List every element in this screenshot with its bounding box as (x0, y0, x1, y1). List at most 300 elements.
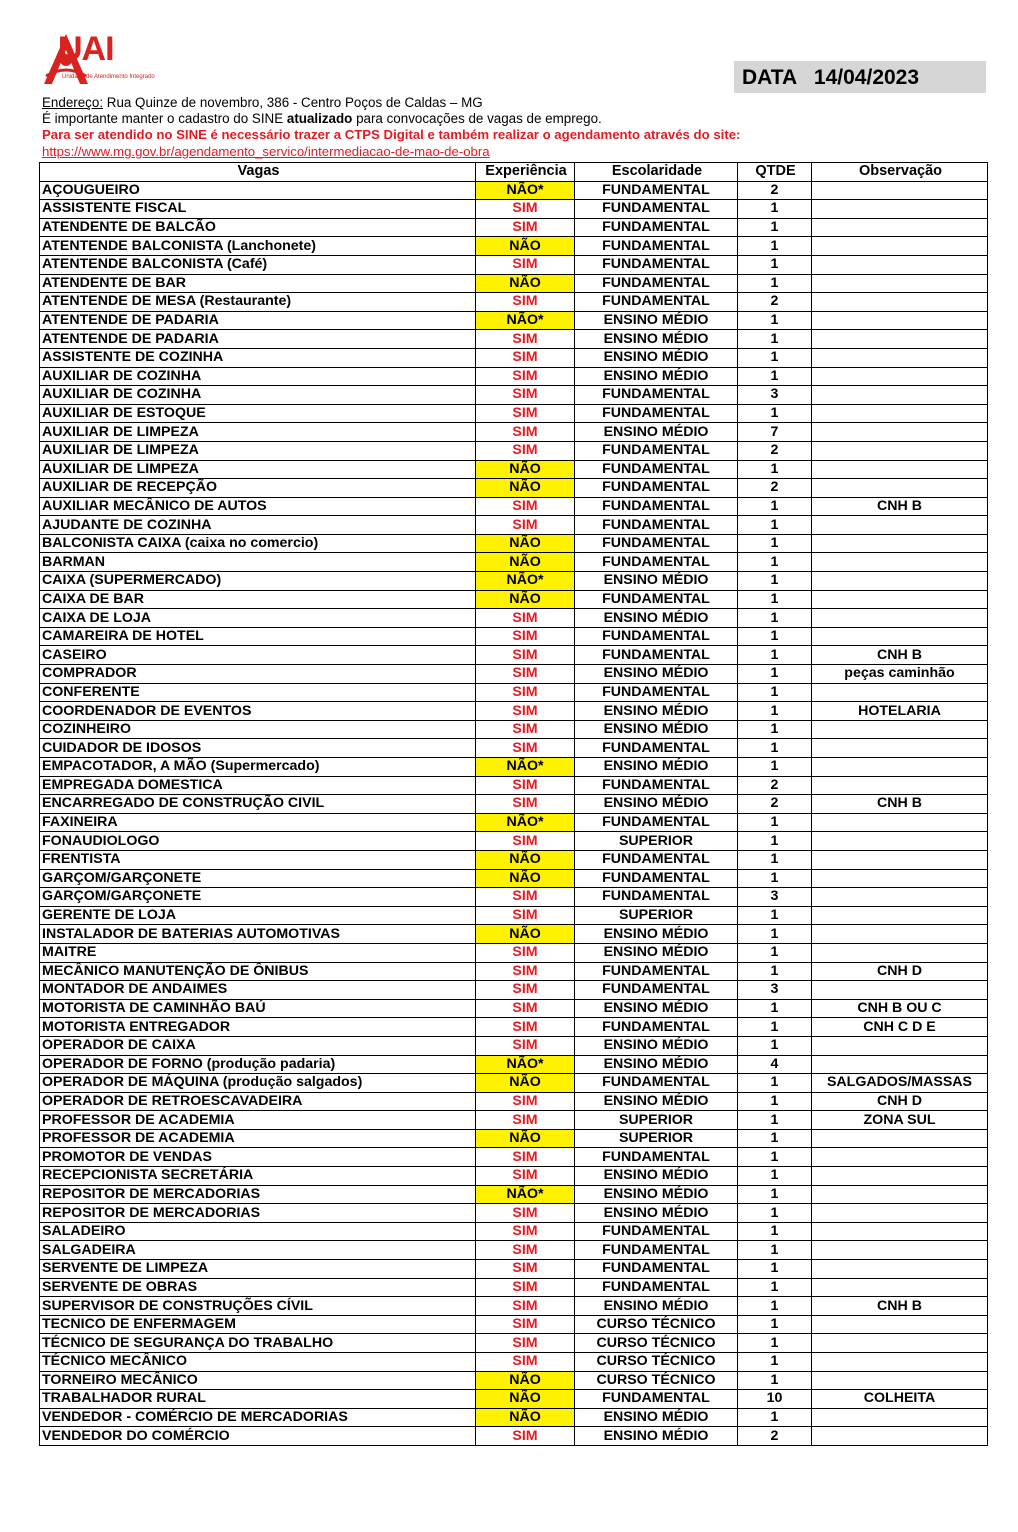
observation-cell (812, 1185, 988, 1204)
observation-cell: ZONA SUL (812, 1111, 988, 1130)
table-row (40, 516, 988, 535)
job-title-cell: CONFERENTE (40, 683, 476, 702)
experience-cell: NÃO (476, 590, 575, 609)
job-title-cell: BARMAN (40, 553, 476, 572)
table-header-row (40, 163, 988, 182)
education-cell: FUNDAMENTAL (575, 386, 738, 405)
quantity-cell: 1 (738, 999, 812, 1018)
table-row (40, 497, 988, 516)
job-title-cell: FAXINEIRA (40, 813, 476, 832)
job-title-cell: MONTADOR DE ANDAIMES (40, 981, 476, 1000)
quantity-cell: 1 (738, 683, 812, 702)
quantity-cell: 1 (738, 627, 812, 646)
table-row (40, 943, 988, 962)
logo-subtitle: Unidade de Atendimento Integrado (62, 74, 155, 80)
job-title-cell: ATENTENDE DE PADARIA (40, 330, 476, 349)
table-row (40, 1018, 988, 1037)
table-row (40, 795, 988, 814)
job-title-cell: TECNICO DE ENFERMAGEM (40, 1315, 476, 1334)
job-title-cell: RECEPCIONISTA SECRETÁRIA (40, 1167, 476, 1186)
education-cell: FUNDAMENTAL (575, 441, 738, 460)
education-cell: FUNDAMENTAL (575, 683, 738, 702)
job-title-cell: CAMAREIRA DE HOTEL (40, 627, 476, 646)
quantity-cell: 1 (738, 255, 812, 274)
experience-cell: NÃO (476, 553, 575, 572)
experience-cell: NÃO (476, 869, 575, 888)
job-title-cell: OPERADOR DE FORNO (produção padaria) (40, 1055, 476, 1074)
quantity-cell: 1 (738, 739, 812, 758)
quantity-cell: 1 (738, 1297, 812, 1316)
job-title-cell: MECÂNICO MANUTENÇÃO DE ÔNIBUS (40, 962, 476, 981)
experience-cell: SIM (476, 795, 575, 814)
job-title-cell: CUIDADOR DE IDOSOS (40, 739, 476, 758)
table-row (40, 293, 988, 312)
education-cell: SUPERIOR (575, 832, 738, 851)
table-row (40, 665, 988, 684)
job-title-cell: ATENTENDE BALCONISTA (Lanchonete) (40, 237, 476, 256)
quantity-cell: 1 (738, 1018, 812, 1037)
education-cell: ENSINO MÉDIO (575, 758, 738, 777)
job-title-cell: PROFESSOR DE ACADEMIA (40, 1111, 476, 1130)
observation-cell (812, 1036, 988, 1055)
experience-cell: NÃO* (476, 758, 575, 777)
education-cell: FUNDAMENTAL (575, 1390, 738, 1409)
observation-cell (812, 293, 988, 312)
table-row (40, 590, 988, 609)
job-title-cell: AÇOUGUEIRO (40, 181, 476, 200)
education-cell: ENSINO MÉDIO (575, 572, 738, 591)
job-title-cell: SERVENTE DE OBRAS (40, 1278, 476, 1297)
observation-cell (812, 776, 988, 795)
observation-cell: SALGADOS/MASSAS (812, 1074, 988, 1093)
scheduling-link[interactable]: https://www.mg.gov.br/agendamento_servico/intermediacao-de-mao-de-obra (42, 144, 490, 159)
observation-cell (812, 200, 988, 219)
observation-cell (812, 758, 988, 777)
date-label: DATA 14/04/2023 (734, 61, 986, 93)
education-cell: FUNDAMENTAL (575, 274, 738, 293)
header-qtde: QTDE (738, 163, 812, 182)
quantity-cell: 1 (738, 1167, 812, 1186)
quantity-cell: 1 (738, 572, 812, 591)
observation-cell (812, 572, 988, 591)
experience-cell: NÃO* (476, 572, 575, 591)
experience-cell: SIM (476, 200, 575, 219)
job-title-cell: ENCARREGADO DE CONSTRUÇÃO CIVIL (40, 795, 476, 814)
observation-cell (812, 1371, 988, 1390)
observation-cell (812, 1260, 988, 1279)
job-title-cell: AUXILIAR DE COZINHA (40, 386, 476, 405)
observation-cell (812, 1055, 988, 1074)
table-row (40, 646, 988, 665)
quantity-cell: 1 (738, 404, 812, 423)
table-row (40, 813, 988, 832)
observation-cell (812, 1315, 988, 1334)
education-cell: ENSINO MÉDIO (575, 925, 738, 944)
education-cell: FUNDAMENTAL (575, 739, 738, 758)
job-title-cell: PROFESSOR DE ACADEMIA (40, 1129, 476, 1148)
address-line (42, 95, 483, 111)
observation-cell (812, 1204, 988, 1223)
observation-cell (812, 534, 988, 553)
address-text: Rua Quinze de novembro, 386 - Centro Poços de Caldas – MG (103, 95, 483, 110)
experience-cell: NÃO (476, 1408, 575, 1427)
observation-cell (812, 367, 988, 386)
job-title-cell: FRENTISTA (40, 850, 476, 869)
table-row (40, 1315, 988, 1334)
experience-cell: SIM (476, 1427, 575, 1446)
table-row (40, 572, 988, 591)
quantity-cell: 1 (738, 553, 812, 572)
job-title-cell: AUXILIAR DE LIMPEZA (40, 441, 476, 460)
education-cell: FUNDAMENTAL (575, 1278, 738, 1297)
education-cell: ENSINO MÉDIO (575, 1036, 738, 1055)
job-title-cell: AUXILIAR DE RECEPÇÃO (40, 479, 476, 498)
experience-cell: SIM (476, 683, 575, 702)
quantity-cell: 1 (738, 646, 812, 665)
header-observacao: Observação (812, 163, 988, 182)
job-title-cell: MOTORISTA ENTREGADOR (40, 1018, 476, 1037)
observation-cell (812, 943, 988, 962)
job-title-cell: TÉCNICO MECÂNICO (40, 1353, 476, 1372)
observation-cell (812, 1408, 988, 1427)
table-row (40, 274, 988, 293)
experience-cell: SIM (476, 943, 575, 962)
job-title-cell: VENDEDOR DO COMÉRCIO (40, 1427, 476, 1446)
quantity-cell: 1 (738, 1092, 812, 1111)
experience-cell: NÃO* (476, 311, 575, 330)
experience-cell: SIM (476, 1334, 575, 1353)
education-cell: ENSINO MÉDIO (575, 943, 738, 962)
job-title-cell: ATENTENDE DE MESA (Restaurante) (40, 293, 476, 312)
job-title-cell: REPOSITOR DE MERCADORIAS (40, 1185, 476, 1204)
job-title-cell: PROMOTOR DE VENDAS (40, 1148, 476, 1167)
observation-cell (812, 869, 988, 888)
experience-cell: SIM (476, 962, 575, 981)
experience-cell: NÃO* (476, 1185, 575, 1204)
experience-cell: SIM (476, 1297, 575, 1316)
quantity-cell: 10 (738, 1390, 812, 1409)
quantity-cell: 1 (738, 1260, 812, 1279)
quantity-cell: 1 (738, 1185, 812, 1204)
experience-cell: NÃO (476, 274, 575, 293)
table-row (40, 1278, 988, 1297)
observation-cell (812, 813, 988, 832)
education-cell: ENSINO MÉDIO (575, 1092, 738, 1111)
table-row (40, 1427, 988, 1446)
table-row (40, 441, 988, 460)
table-row (40, 330, 988, 349)
observation-cell (812, 906, 988, 925)
observation-cell (812, 739, 988, 758)
table-row (40, 850, 988, 869)
quantity-cell: 1 (738, 702, 812, 721)
table-row (40, 869, 988, 888)
experience-cell: SIM (476, 906, 575, 925)
experience-cell: SIM (476, 1260, 575, 1279)
quantity-cell: 1 (738, 237, 812, 256)
experience-cell: SIM (476, 665, 575, 684)
observation-cell (812, 516, 988, 535)
quantity-cell: 1 (738, 1129, 812, 1148)
notice-line (42, 111, 602, 127)
table-row (40, 460, 988, 479)
table-row (40, 832, 988, 851)
experience-cell: SIM (476, 330, 575, 349)
table-row (40, 999, 988, 1018)
job-title-cell: SALADEIRO (40, 1222, 476, 1241)
observation-cell: CNH B (812, 795, 988, 814)
notice-post: para convocações de vagas de emprego. (352, 111, 602, 126)
education-cell: FUNDAMENTAL (575, 255, 738, 274)
table-row (40, 1390, 988, 1409)
education-cell: FUNDAMENTAL (575, 869, 738, 888)
job-title-cell: AUXILIAR DE ESTOQUE (40, 404, 476, 423)
table-row (40, 534, 988, 553)
education-cell: ENSINO MÉDIO (575, 367, 738, 386)
experience-cell: SIM (476, 404, 575, 423)
job-title-cell: OPERADOR DE MÁQUINA (produção salgados) (40, 1074, 476, 1093)
experience-cell: SIM (476, 1092, 575, 1111)
education-cell: FUNDAMENTAL (575, 813, 738, 832)
address-label: Endereço: (42, 95, 104, 110)
education-cell: FUNDAMENTAL (575, 404, 738, 423)
table-row (40, 906, 988, 925)
quantity-cell: 1 (738, 609, 812, 628)
quantity-cell: 7 (738, 423, 812, 442)
observation-cell (812, 1334, 988, 1353)
job-title-cell: AUXILIAR DE LIMPEZA (40, 460, 476, 479)
job-title-cell: ASSISTENTE FISCAL (40, 200, 476, 219)
quantity-cell: 1 (738, 330, 812, 349)
education-cell: FUNDAMENTAL (575, 200, 738, 219)
quantity-cell: 2 (738, 479, 812, 498)
experience-cell: SIM (476, 739, 575, 758)
quantity-cell: 1 (738, 274, 812, 293)
header-experiencia: Experiência (476, 163, 575, 182)
observation-cell: CNH D (812, 1092, 988, 1111)
warning-line: Para ser atendido no SINE é necessário trazer a CTPS Digital e também realizar o agendamento através do site: (42, 127, 741, 142)
observation-cell (812, 1148, 988, 1167)
table-row (40, 1297, 988, 1316)
education-cell: ENSINO MÉDIO (575, 1185, 738, 1204)
education-cell: FUNDAMENTAL (575, 1222, 738, 1241)
quantity-cell: 1 (738, 1036, 812, 1055)
experience-cell: SIM (476, 1204, 575, 1223)
education-cell: FUNDAMENTAL (575, 888, 738, 907)
table-row (40, 367, 988, 386)
observation-cell (812, 348, 988, 367)
quantity-cell: 1 (738, 943, 812, 962)
job-title-cell: AJUDANTE DE COZINHA (40, 516, 476, 535)
education-cell: ENSINO MÉDIO (575, 423, 738, 442)
job-title-cell: TRABALHADOR RURAL (40, 1390, 476, 1409)
table-row (40, 1129, 988, 1148)
quantity-cell: 1 (738, 1353, 812, 1372)
job-title-cell: ATENTENDE DE PADARIA (40, 311, 476, 330)
quantity-cell: 4 (738, 1055, 812, 1074)
observation-cell (812, 274, 988, 293)
table-row (40, 479, 988, 498)
observation-cell (812, 1353, 988, 1372)
education-cell: FUNDAMENTAL (575, 1148, 738, 1167)
quantity-cell: 1 (738, 1278, 812, 1297)
education-cell: FUNDAMENTAL (575, 1260, 738, 1279)
table-row (40, 553, 988, 572)
experience-cell: SIM (476, 627, 575, 646)
job-title-cell: EMPACOTADOR, A MÃO (Supermercado) (40, 758, 476, 777)
table-row (40, 609, 988, 628)
experience-cell: SIM (476, 1278, 575, 1297)
quantity-cell: 1 (738, 906, 812, 925)
job-title-cell: FONAUDIOLOGO (40, 832, 476, 851)
table-row (40, 1055, 988, 1074)
observation-cell (812, 181, 988, 200)
observation-cell (812, 255, 988, 274)
experience-cell: NÃO (476, 1129, 575, 1148)
quantity-cell: 1 (738, 962, 812, 981)
experience-cell: SIM (476, 1036, 575, 1055)
quantity-cell: 1 (738, 813, 812, 832)
table-row (40, 627, 988, 646)
observation-cell (812, 1241, 988, 1260)
job-title-cell: COZINHEIRO (40, 720, 476, 739)
education-cell: FUNDAMENTAL (575, 850, 738, 869)
experience-cell: SIM (476, 367, 575, 386)
education-cell: FUNDAMENTAL (575, 981, 738, 1000)
experience-cell: NÃO* (476, 813, 575, 832)
job-title-cell: MOTORISTA DE CAMINHÃO BAÚ (40, 999, 476, 1018)
quantity-cell: 1 (738, 590, 812, 609)
education-cell: FUNDAMENTAL (575, 1241, 738, 1260)
notice-bold: atualizado (286, 111, 353, 126)
job-title-cell: MAITRE (40, 943, 476, 962)
observation-cell (812, 627, 988, 646)
education-cell: FUNDAMENTAL (575, 516, 738, 535)
quantity-cell: 2 (738, 795, 812, 814)
table-row (40, 1092, 988, 1111)
quantity-cell: 3 (738, 386, 812, 405)
job-vacancies-table (39, 162, 988, 1446)
education-cell: FUNDAMENTAL (575, 218, 738, 237)
quantity-cell: 1 (738, 516, 812, 535)
experience-cell: SIM (476, 423, 575, 442)
education-cell: ENSINO MÉDIO (575, 720, 738, 739)
quantity-cell: 1 (738, 758, 812, 777)
job-title-cell: OPERADOR DE RETROESCAVADEIRA (40, 1092, 476, 1111)
education-cell: ENSINO MÉDIO (575, 795, 738, 814)
job-title-cell: GERENTE DE LOJA (40, 906, 476, 925)
quantity-cell: 2 (738, 293, 812, 312)
quantity-cell: 1 (738, 1148, 812, 1167)
observation-cell (812, 1278, 988, 1297)
observation-cell (812, 609, 988, 628)
job-title-cell: SUPERVISOR DE CONSTRUÇÕES CÍVIL (40, 1297, 476, 1316)
education-cell: FUNDAMENTAL (575, 181, 738, 200)
education-cell: CURSO TÉCNICO (575, 1334, 738, 1353)
table-row (40, 181, 988, 200)
quantity-cell: 1 (738, 925, 812, 944)
table-row (40, 702, 988, 721)
experience-cell: SIM (476, 293, 575, 312)
table-row (40, 776, 988, 795)
education-cell: CURSO TÉCNICO (575, 1353, 738, 1372)
quantity-cell: 1 (738, 534, 812, 553)
observation-cell (812, 1222, 988, 1241)
table-row (40, 311, 988, 330)
experience-cell: NÃO (476, 479, 575, 498)
table-row (40, 218, 988, 237)
education-cell: SUPERIOR (575, 1129, 738, 1148)
table-row (40, 683, 988, 702)
quantity-cell: 1 (738, 1222, 812, 1241)
education-cell: FUNDAMENTAL (575, 590, 738, 609)
quantity-cell: 1 (738, 832, 812, 851)
table-row (40, 758, 988, 777)
job-title-cell: AUXILIAR MECÂNICO DE AUTOS (40, 497, 476, 516)
quantity-cell: 1 (738, 311, 812, 330)
quantity-cell: 1 (738, 665, 812, 684)
observation-cell (812, 888, 988, 907)
experience-cell: NÃO* (476, 181, 575, 200)
job-title-cell: TÉCNICO DE SEGURANÇA DO TRABALHO (40, 1334, 476, 1353)
quantity-cell: 1 (738, 720, 812, 739)
table-row (40, 423, 988, 442)
job-title-cell: CASEIRO (40, 646, 476, 665)
table-row (40, 1074, 988, 1093)
notice-pre: É importante manter o cadastro do SINE (42, 111, 287, 126)
experience-cell: SIM (476, 888, 575, 907)
experience-cell: SIM (476, 516, 575, 535)
experience-cell: NÃO (476, 1074, 575, 1093)
table-row (40, 237, 988, 256)
observation-cell (812, 1129, 988, 1148)
observation-cell: peças caminhão (812, 665, 988, 684)
education-cell: FUNDAMENTAL (575, 776, 738, 795)
experience-cell: NÃO (476, 534, 575, 553)
education-cell: FUNDAMENTAL (575, 479, 738, 498)
education-cell: FUNDAMENTAL (575, 627, 738, 646)
observation-cell: CNH B (812, 497, 988, 516)
job-title-cell: SERVENTE DE LIMPEZA (40, 1260, 476, 1279)
quantity-cell: 1 (738, 850, 812, 869)
table-row (40, 255, 988, 274)
education-cell: ENSINO MÉDIO (575, 330, 738, 349)
job-title-cell: CAIXA DE LOJA (40, 609, 476, 628)
observation-cell (812, 479, 988, 498)
table-row (40, 1371, 988, 1390)
job-title-cell: COMPRADOR (40, 665, 476, 684)
education-cell: SUPERIOR (575, 1111, 738, 1130)
header-vagas: Vagas (40, 163, 476, 182)
experience-cell: NÃO* (476, 1055, 575, 1074)
quantity-cell: 1 (738, 1408, 812, 1427)
experience-cell: SIM (476, 702, 575, 721)
observation-cell (812, 590, 988, 609)
observation-cell (812, 832, 988, 851)
table-row (40, 1408, 988, 1427)
job-title-cell: ASSISTENTE DE COZINHA (40, 348, 476, 367)
observation-cell (812, 423, 988, 442)
job-title-cell: ATENTENDE BALCONISTA (Café) (40, 255, 476, 274)
job-title-cell: TORNEIRO MECÂNICO (40, 1371, 476, 1390)
observation-cell: CNH B OU C (812, 999, 988, 1018)
education-cell: ENSINO MÉDIO (575, 665, 738, 684)
table-row (40, 1036, 988, 1055)
observation-cell (812, 553, 988, 572)
job-title-cell: OPERADOR DE CAIXA (40, 1036, 476, 1055)
logo-text: UAI (58, 30, 114, 68)
job-title-cell: ATENDENTE DE BAR (40, 274, 476, 293)
